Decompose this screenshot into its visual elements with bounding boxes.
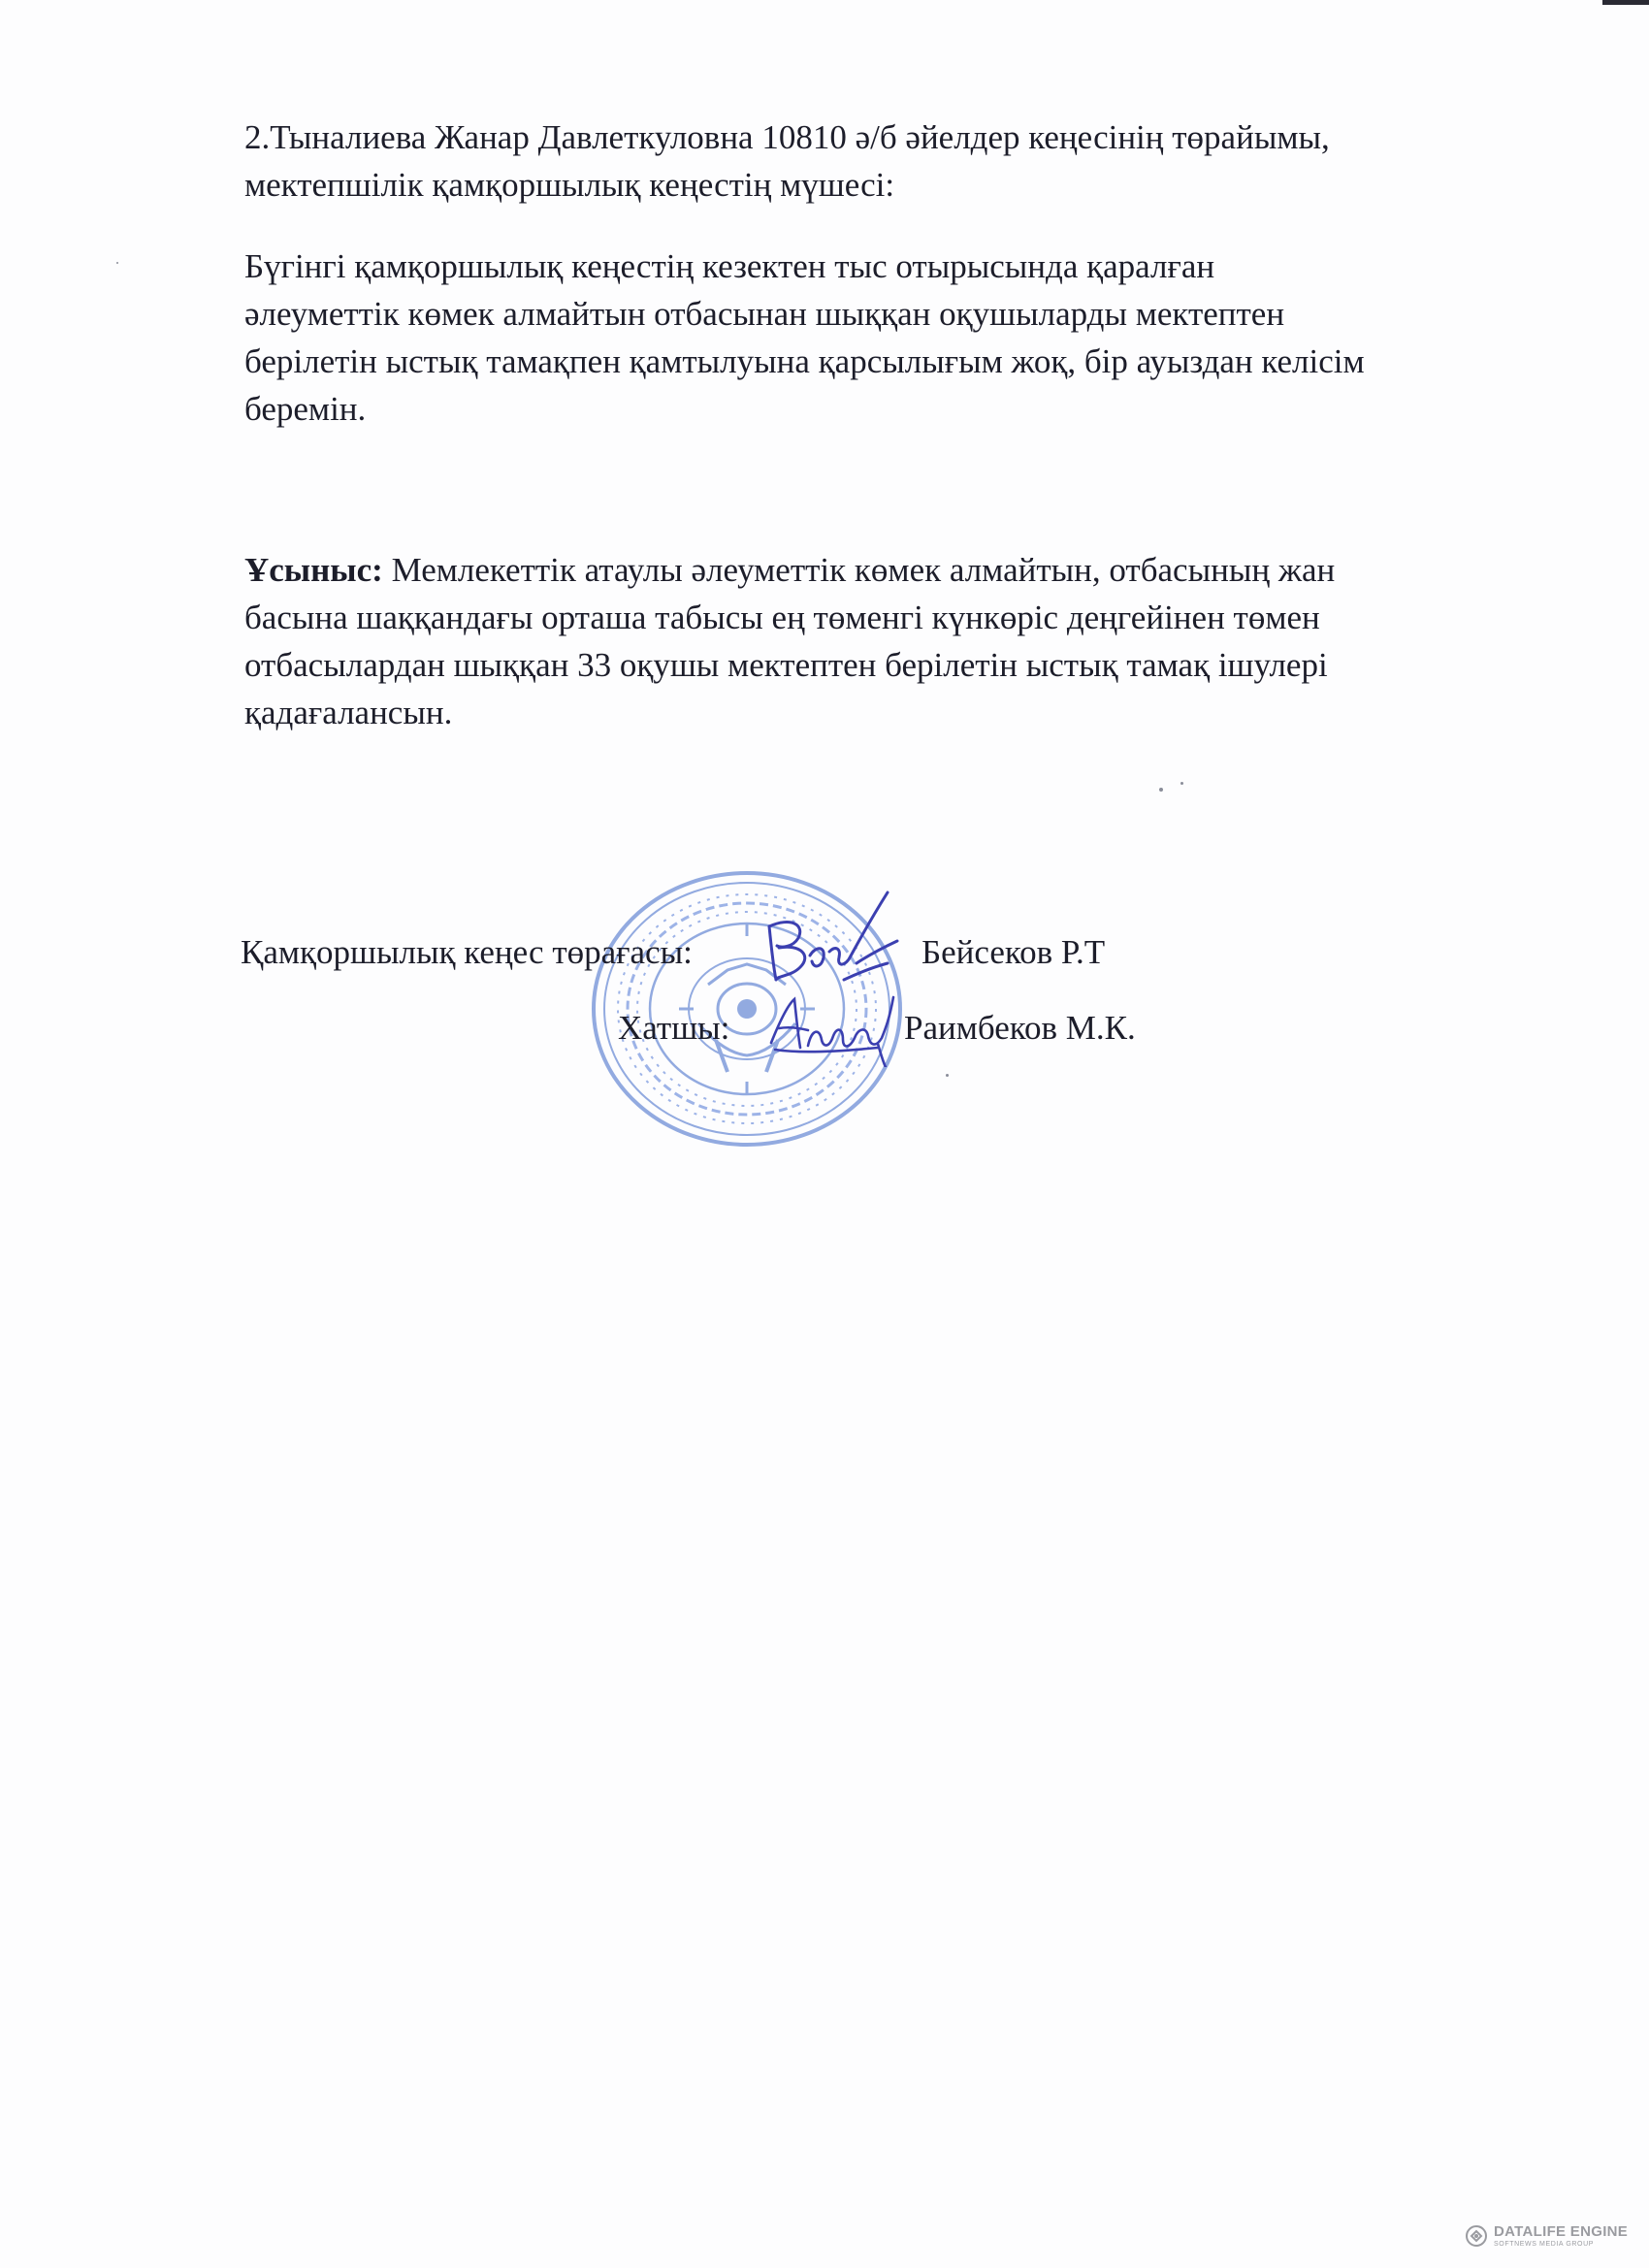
- secretary-label: Хатшы:: [618, 1009, 730, 1047]
- proposal-label: Ұсыныс:: [244, 551, 383, 589]
- chair-label: Қамқоршылық кеңес төрағасы:: [241, 933, 693, 971]
- body-line: Бүгінгі қамқоршылық кеңестің кезектен тыс отырысында қаралған: [244, 247, 1215, 285]
- scan-edge-mark: [1602, 0, 1649, 5]
- proposal-line: отбасылардан шыққан 33 оқушы мектептен берілетін ыстық тамақ ішулері: [244, 646, 1328, 684]
- heading-line: мектепшілік қамқоршылық кеңестің мүшесі:: [244, 166, 895, 204]
- scan-speck: [946, 1074, 949, 1077]
- watermark-title: DATALIFE ENGINE: [1494, 2223, 1629, 2240]
- proposal-line: Мемлекеттік атаулы әлеуметтік көмек алмайтын, отбасының жан: [382, 551, 1336, 589]
- body-line: берілетін ыстық тамақпен қамтылуына қарсылығым жоқ, бір ауыздан келісім: [244, 342, 1365, 380]
- site-watermark: [1465, 2224, 1628, 2248]
- scan-speck: [116, 262, 118, 264]
- member-statement-heading: [244, 113, 1505, 209]
- heading-line: 2.Тыналиева Жанар Давлеткуловна 10810 ә/б әйелдер кеңесінің төрайымы,: [244, 118, 1330, 156]
- body-line: әлеуметтік көмек алмайтын отбасынан шыққан оқушыларды мектептен: [244, 295, 1285, 333]
- body-line: беремін.: [244, 390, 367, 428]
- secretary-name: Раимбеков М.К.: [904, 1009, 1136, 1047]
- proposal-paragraph: [244, 546, 1505, 736]
- chair-name: Бейсеков Р.Т: [922, 933, 1106, 971]
- scan-speck: [1159, 788, 1163, 792]
- proposal-line: қадағалансын.: [244, 694, 453, 731]
- scan-speck: [1180, 782, 1183, 785]
- datalife-logo-icon: [1465, 2224, 1488, 2248]
- watermark-subtitle: SOFTNEWS MEDIA GROUP: [1494, 2241, 1595, 2248]
- member-statement-body: [244, 243, 1505, 433]
- proposal-line: басына шаққандағы орташа табысы ең төменгі күнкөріс деңгейінен төмен: [244, 599, 1320, 636]
